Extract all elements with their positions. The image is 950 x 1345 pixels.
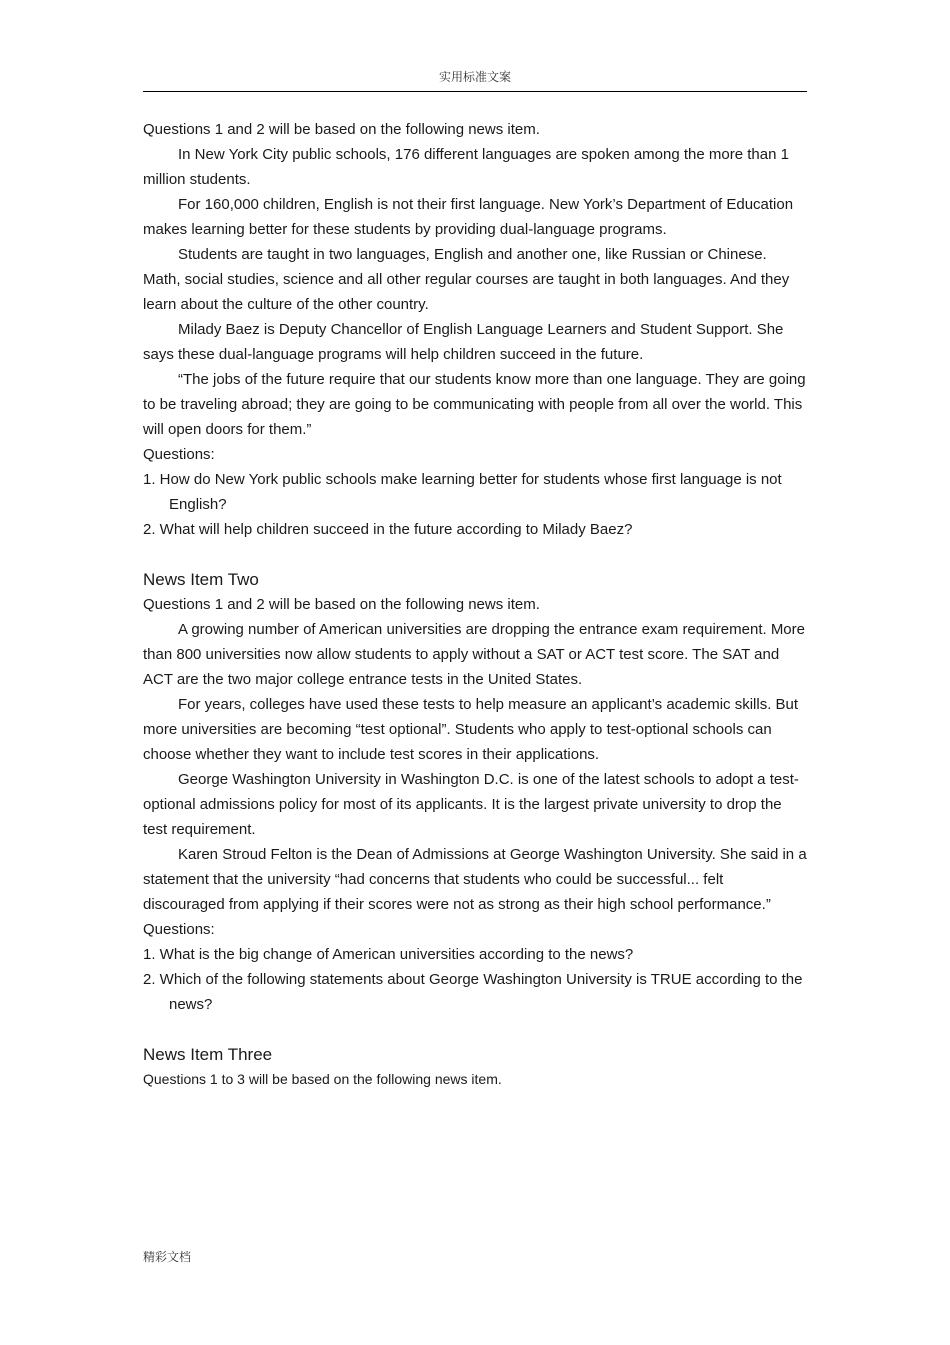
- item1-paragraph-2: For 160,000 children, English is not their first language. New York’s Department of Education makes learning better for these students by providing dual-language programs.: [143, 196, 794, 238]
- item2-paragraph-2: For years, colleges have used these tests to help measure an applicant’s academic skills. But more universities are becoming “test optional”. Students who apply to test-optional schools can choose whether they want to include test scores in their applications.: [143, 696, 799, 763]
- item1-paragraph-4: Milady Baez is Deputy Chancellor of English Language Learners and Student Support. She says these dual-language programs will help children succeed in the future.: [143, 321, 784, 363]
- item1-paragraph-3: Students are taught in two languages, English and another one, like Russian or Chinese. Math, social studies, science and all other regular courses are taught in both languages. And they learn about the culture of the other country.: [143, 246, 790, 313]
- page-footer: 精彩文档: [143, 1250, 192, 1264]
- item1-questions-label: Questions:: [143, 446, 215, 463]
- item2-paragraph-1: A growing number of American universities are dropping the entrance exam requirement. More than 800 universities now allow students to apply without a SAT or ACT test score. The SAT and ACT are the two major college entrance tests in the United States.: [143, 621, 805, 688]
- section-spacer: [143, 542, 807, 567]
- item2-heading: News Item Two: [143, 570, 259, 589]
- item3-heading: News Item Three: [143, 1045, 273, 1064]
- item2-paragraph-4: Karen Stroud Felton is the Dean of Admissions at George Washington University. She said in a statement that the university “had concerns that students who could be successful... felt discouraged from applying if their scores were not as strong as their high school performance.”: [143, 846, 807, 913]
- item2-intro: Questions 1 and 2 will be based on the following news item.: [143, 596, 540, 613]
- item1-paragraph-1: In New York City public schools, 176 different languages are spoken among the more than 1 million students.: [143, 146, 789, 188]
- item2-question-2: 2. Which of the following statements about George Washington University is TRUE according to the news?: [143, 971, 803, 1013]
- item1-question-1: 1. How do New York public schools make learning better for students whose first language is not English?: [143, 471, 782, 513]
- document-body: [143, 117, 807, 1092]
- header-divider: [143, 91, 807, 92]
- item1-question-2: 2. What will help children succeed in the future according to Milady Baez?: [143, 521, 633, 538]
- page-header: 实用标准文案: [438, 70, 511, 84]
- item3-intro: Questions 1 to 3 will be based on the following news item.: [143, 1071, 502, 1087]
- item2-question-1: 1. What is the big change of American universities according to the news?: [143, 946, 634, 963]
- item2-paragraph-3: George Washington University in Washington D.C. is one of the latest schools to adopt a test-optional admissions policy for most of its applicants. It is the largest private university to drop the test requirement.: [143, 771, 799, 838]
- item1-quote: “The jobs of the future require that our students know more than one language. They are going to be traveling abroad; they are going to be communicating with people from all over the world. This will open doors for them.”: [143, 371, 806, 438]
- section-spacer: [143, 1017, 807, 1042]
- item1-intro: Questions 1 and 2 will be based on the following news item.: [143, 121, 540, 138]
- item2-questions-label: Questions:: [143, 921, 215, 938]
